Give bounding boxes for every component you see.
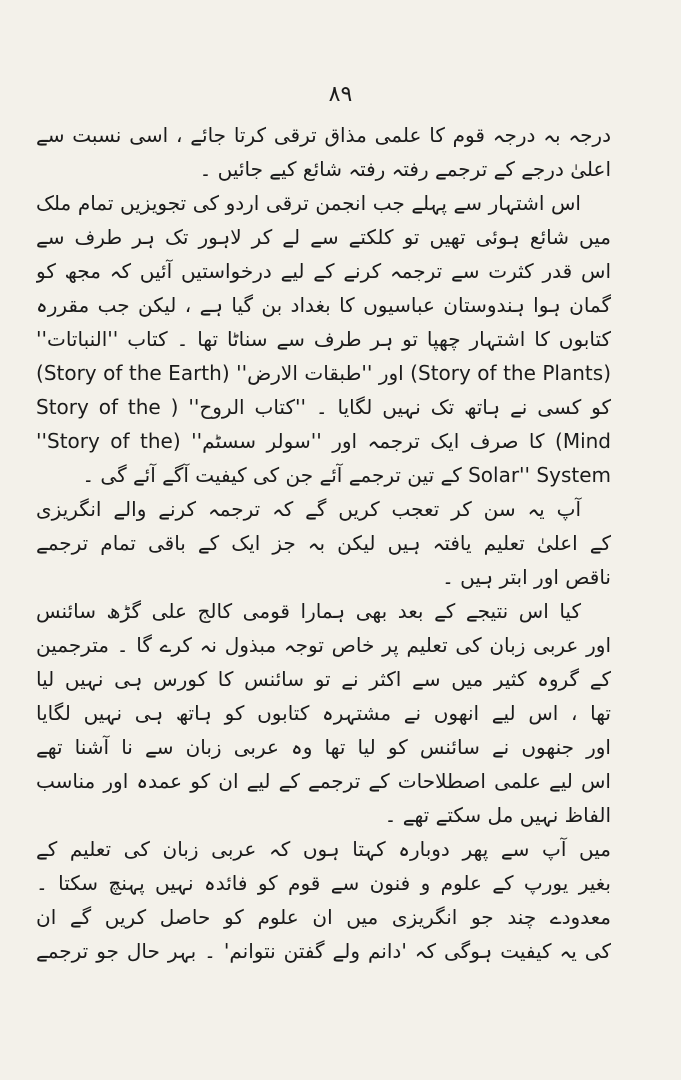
text-line: کیا اس نتیجے کے بعد بھی ہمارا قومی کالج علی گڑھ سائنس bbox=[36, 599, 581, 623]
text-body bbox=[36, 118, 611, 968]
text-line: ناقص اور ابتر ہیں ۔ bbox=[442, 565, 611, 589]
text-line: الفاظ نہیں مل سکتے تھے ۔ bbox=[384, 803, 611, 827]
text-line: کے اعلیٰ تعلیم یافتہ ہیں لیکن بہ جز ایک کے باقی تمام ترجمے bbox=[36, 531, 611, 555]
text-line: اس قدر کثرت سے ترجمہ کرنے کے لیے درخواستیں آئیں کہ مجھ کو bbox=[36, 259, 611, 283]
text-line: معدودے چند جو انگریزی میں ان علوم کو حاصل کریں گے ان bbox=[36, 905, 611, 929]
text-line: اور عربی زبان کی تعلیم پر خاص توجہ مبذول نہ کرے گا ۔ مترجمین bbox=[36, 633, 611, 657]
text-line: اور جنھوں نے سائنس کو لیا تھا وہ عربی زبان سے نا آشنا تھے bbox=[36, 735, 611, 759]
text-line: میں شائع ہوئی تھیں تو کلکتے سے لے کر لاہور تک ہر طرف سے bbox=[36, 225, 611, 249]
text-line: (Story of the Plants) اور ''طبقات الارض'' (Story of the Earth) bbox=[36, 361, 611, 385]
text-line: درجہ بہ درجہ قوم کا علمی مذاق ترقی کرتا جائے ، اسی نسبت سے bbox=[36, 123, 611, 147]
text-line: اعلیٰ درجے کے ترجمے رفتہ رفتہ شائع کیے جائیں ۔ bbox=[199, 157, 611, 181]
text-line: Solar'' System کے تین ترجمے آئے جن کی کیفیت آگے آئے گی ۔ bbox=[82, 463, 611, 487]
text-line: بغیر یورپ کے علوم و فنون سے قوم کو فائدہ نہیں پہنچ سکتا ۔ bbox=[36, 871, 611, 895]
page-number: ۸۹ bbox=[328, 82, 353, 107]
text-line: اس اشتہار سے پہلے جب انجمن ترقی اردو کی تجویزیں تمام ملک bbox=[36, 191, 581, 215]
text-line: گمان ہوا ہندوستان عباسیوں کا بغداد بن گیا ہے ، لیکن جب مقررہ bbox=[36, 293, 611, 317]
text-line: اس لیے علمی اصطلاحات کے ترجمے کے لیے ان کو عمدہ اور مناسب bbox=[36, 769, 611, 793]
text-line: کے گروہ کثیر میں سے اکثر نے تو سائنس کا کورس ہی نہیں لیا bbox=[36, 667, 611, 691]
text-line: میں آپ سے پھر دوبارہ کہتا ہوں کہ عربی زبان کی تعلیم کے bbox=[36, 837, 611, 861]
text-line: کتابوں کا اشتہار چھپا تو ہر طرف سے سناٹا تھا ۔ کتاب ''النباتات'' bbox=[36, 327, 611, 351]
text-line: Mind) کا صرف ایک ترجمہ اور ''سولر سسٹم'' (Story of the'' bbox=[36, 429, 611, 453]
text-line: تھا ، اس لیے انھوں نے مشتہرہ کتابوں کو ہاتھ ہی نہیں لگایا bbox=[36, 701, 611, 725]
text-line: آپ یہ سن کر تعجب کریں گے کہ ترجمہ کرنے والے انگریزی bbox=[36, 497, 581, 521]
text-line: کی یہ کیفیت ہوگی کہ 'دانم ولے گفتن نتوانم' ۔ بہر حال جو ترجمے bbox=[36, 939, 611, 963]
text-line: کو کسی نے ہاتھ تک نہیں لگایا ۔ ''کتاب الروح'' ( Story of the bbox=[36, 395, 611, 419]
